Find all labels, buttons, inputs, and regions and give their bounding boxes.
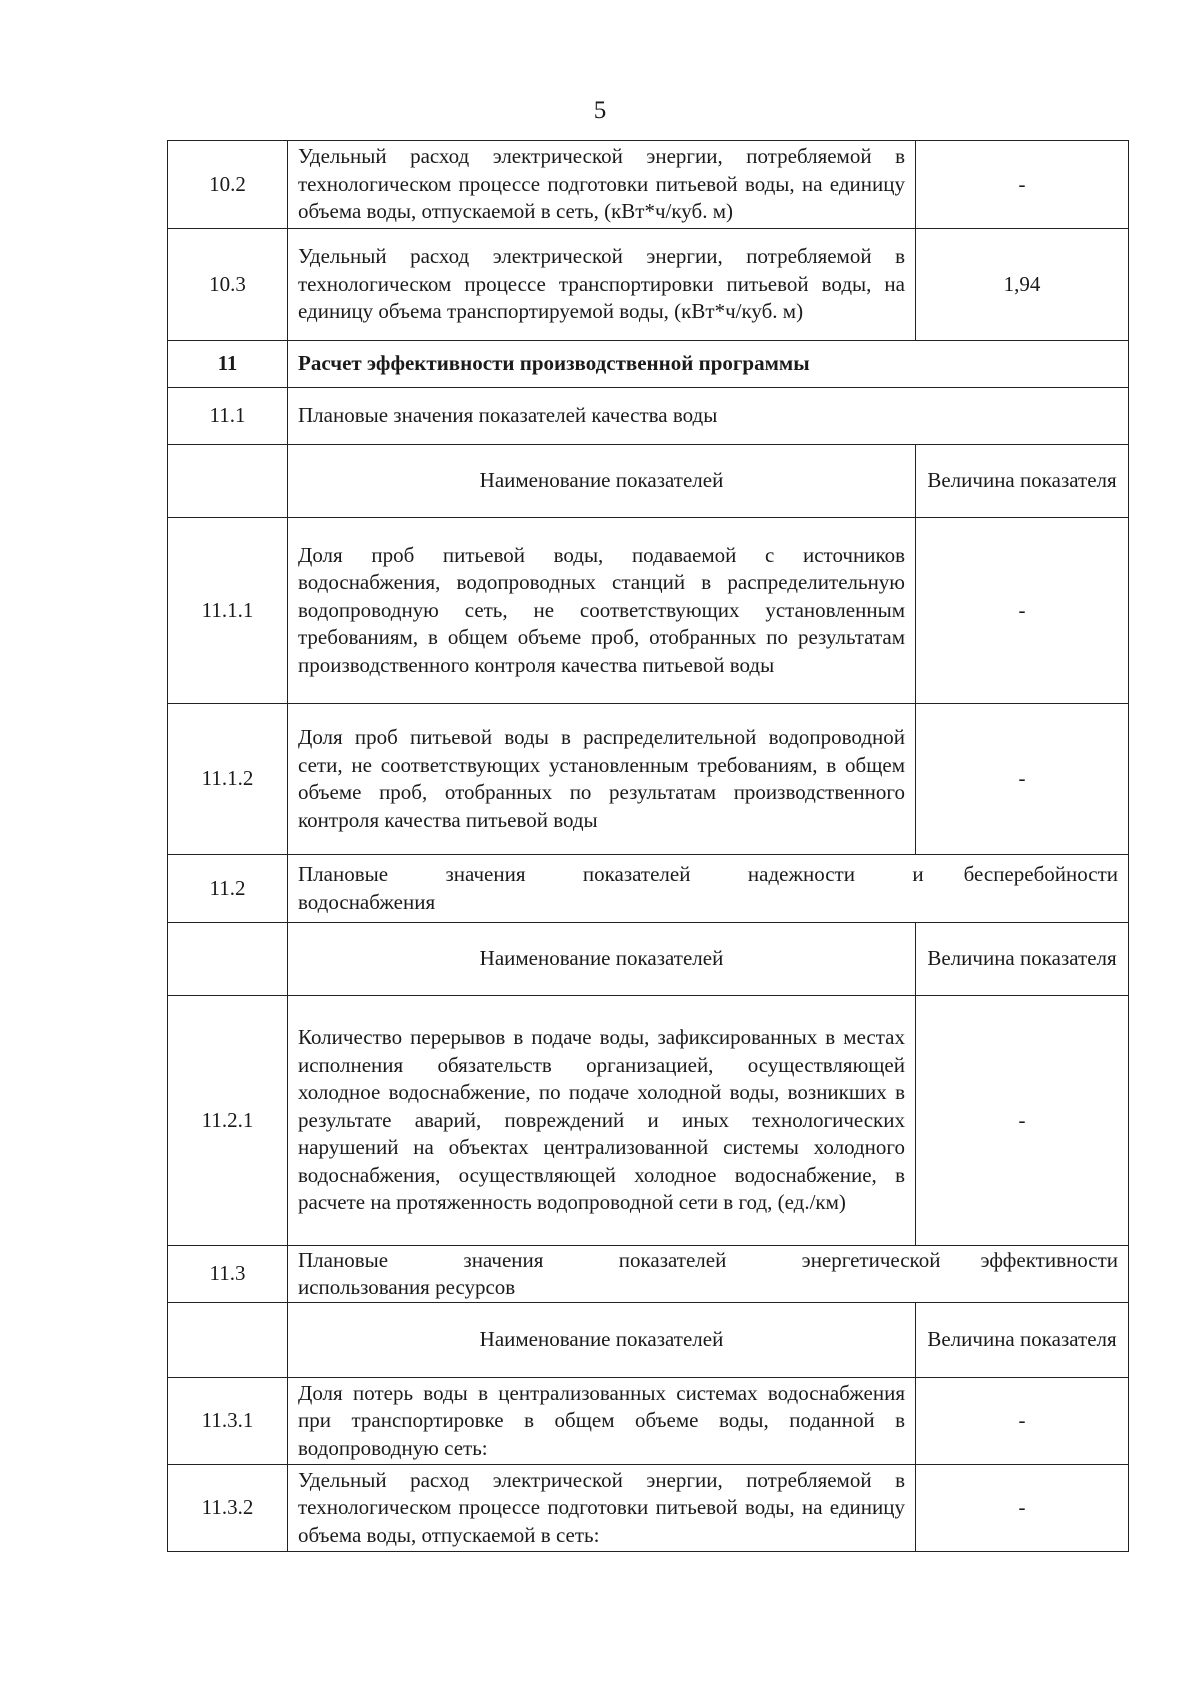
column-header-name: Наименование показателей <box>288 1303 916 1378</box>
section-title: Расчет эффективности производственной программы <box>288 341 1129 388</box>
table-row <box>168 518 1129 704</box>
row-description: Доля проб питьевой воды, подаваемой с источников водоснабжения, водопроводных станций в распределительную водопроводную сеть, не соответствующих установленным требованиям, в общем объеме проб, отобранных по результатам производственного контроля качества питьевой воды <box>288 518 916 704</box>
table-row <box>168 229 1129 341</box>
subsection-number: 11.3 <box>168 1246 288 1303</box>
column-header-value: Величина показателя <box>916 1303 1129 1378</box>
row-value: 1,94 <box>916 229 1129 341</box>
header-row <box>168 923 1129 996</box>
row-description: Доля потерь воды в централизованных системах водоснабжения при транспортировке в общем объеме воды, поданной в водопроводную сеть: <box>288 1378 916 1465</box>
column-header-value: Величина показателя <box>916 923 1129 996</box>
subsection-title-part: Плановые значения показателей энергетической <box>298 1247 941 1272</box>
header-row <box>168 1303 1129 1378</box>
row-description: Удельный расход электрической энергии, потребляемой в технологическом процессе подготовки питьевой воды, на единицу объема воды, отпускаемой в сеть: <box>288 1465 916 1552</box>
subsection-title-part: бесперебойности <box>963 862 1118 886</box>
row-value: - <box>916 518 1129 704</box>
row-value: - <box>916 141 1129 229</box>
row-number: 11.3.2 <box>168 1465 288 1552</box>
subsection-title <box>288 1246 1129 1303</box>
row-description: Удельный расход электрической энергии, потребляемой в технологическом процессе транспортировки питьевой воды, на единицу объема транспортируемой воды, (кВт*ч/куб. м) <box>288 229 916 341</box>
subsection-title <box>288 855 1129 923</box>
empty-cell <box>168 923 288 996</box>
row-description: Доля проб питьевой воды в распределительной водопроводной сети, не соответствующих установленным требованиям, в общем объеме проб, отобранных по результатам производственного контроля качества питьевой воды <box>288 704 916 855</box>
empty-cell <box>168 1303 288 1378</box>
column-header-value: Величина показателя <box>916 445 1129 518</box>
subsection-row <box>168 388 1129 445</box>
row-value: - <box>916 1378 1129 1465</box>
header-row <box>168 445 1129 518</box>
table-row <box>168 704 1129 855</box>
row-number: 11.1.2 <box>168 704 288 855</box>
row-value: - <box>916 1465 1129 1552</box>
row-value: - <box>916 996 1129 1246</box>
table-row <box>168 1465 1129 1552</box>
subsection-title-part: Плановые значения показателей надежности и <box>298 862 924 886</box>
empty-cell <box>168 445 288 518</box>
row-description: Количество перерывов в подаче воды, зафиксированных в местах исполнения обязательств организацией, осуществляющей холодное водоснабжение, по подаче холодной воды, возникших в результате аварий, повреждений и иных технологических нарушений на объектах централизованной системы холодного водоснабжения, осуществляющей холодное водоснабжение, в расчете на протяженность водопроводной сети в год, (ед./км) <box>288 996 916 1246</box>
page-number: 5 <box>593 97 607 124</box>
subsection-number: 11.1 <box>168 388 288 445</box>
table-row <box>168 1378 1129 1465</box>
subsection-row <box>168 1246 1129 1303</box>
indicators-table <box>167 140 1129 1552</box>
row-description: Удельный расход электрической энергии, потребляемой в технологическом процессе подготовки питьевой воды, на единицу объема воды, отпускаемой в сеть, (кВт*ч/куб. м) <box>288 141 916 229</box>
table-row <box>168 996 1129 1246</box>
section-row <box>168 341 1129 388</box>
subsection-title: Плановые значения показателей качества воды <box>288 388 1129 445</box>
row-number: 10.3 <box>168 229 288 341</box>
subsection-title-line <box>298 861 1118 889</box>
table-row <box>168 141 1129 229</box>
subsection-title-part: водоснабжения <box>298 889 436 914</box>
column-header-name: Наименование показателей <box>288 923 916 996</box>
subsection-title-part: использования ресурсов <box>298 1275 516 1299</box>
subsection-number: 11.2 <box>168 855 288 923</box>
row-number: 11.2.1 <box>168 996 288 1246</box>
row-number: 11.3.1 <box>168 1378 288 1465</box>
row-number: 10.2 <box>168 141 288 229</box>
subsection-title-line <box>298 1247 1118 1275</box>
row-value: - <box>916 704 1129 855</box>
subsection-row <box>168 855 1129 923</box>
subsection-title-part: эффективности <box>980 1247 1118 1272</box>
section-number: 11 <box>168 341 288 388</box>
column-header-name: Наименование показателей <box>288 445 916 518</box>
row-number: 11.1.1 <box>168 518 288 704</box>
